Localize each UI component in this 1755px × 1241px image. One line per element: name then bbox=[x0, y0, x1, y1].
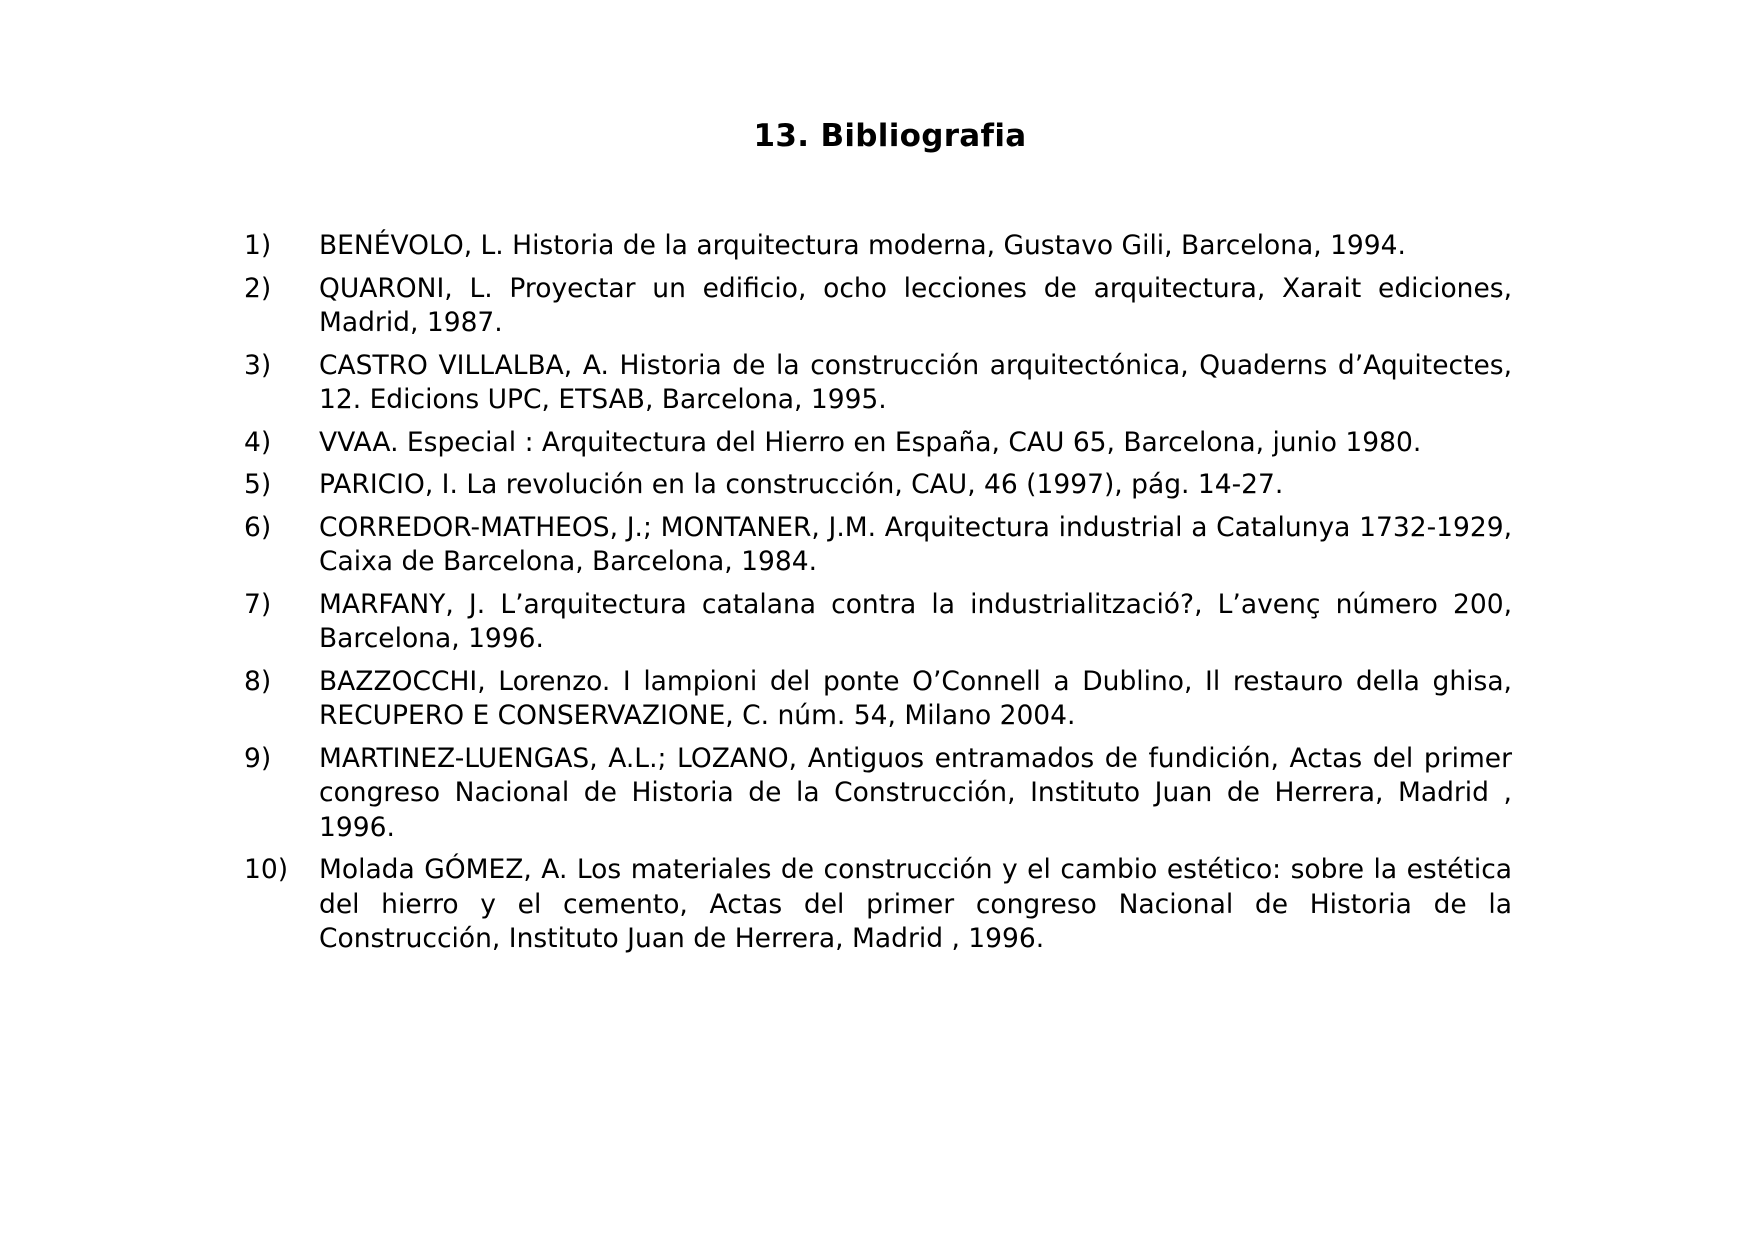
bibliography-entry bbox=[244, 588, 1512, 657]
entry-number: 3) bbox=[244, 349, 272, 381]
bibliography-entry bbox=[244, 349, 1512, 418]
bibliography-entry bbox=[244, 742, 1512, 846]
entry-text: Molada GÓMEZ, A. Los materiales de construcción y el cambio estético: sobre la estética del hierro y el cemento, Actas del primer congreso Nacional de Historia de la Construcción, Instituto Juan de Herrera, Madrid , 1996. bbox=[319, 854, 1512, 954]
entry-number: 8) bbox=[244, 665, 272, 697]
entry-number: 4) bbox=[244, 426, 272, 458]
bibliography-entry bbox=[244, 229, 1512, 264]
bibliography-entry bbox=[244, 272, 1512, 341]
bibliography-entry bbox=[244, 511, 1512, 580]
entry-number: 1) bbox=[244, 230, 272, 261]
entry-text: QUARONI, L. Proyectar un edificio, ocho lecciones de arquitectura, Xarait ediciones, Madrid, 1987. bbox=[319, 272, 1512, 338]
bibliography-entry bbox=[244, 426, 1512, 461]
entry-text: MARTINEZ-LUENGAS, A.L.; LOZANO, Antiguos entramados de fundición, Actas del primer congreso Nacional de Historia de la Construcción, Instituto Juan de Herrera, Madrid , 1996. bbox=[319, 742, 1512, 843]
section-title: 13. Bibliografia bbox=[753, 118, 1027, 154]
entry-text: CASTRO VILLALBA, A. Historia de la construcción arquitectónica, Quaderns d’Aquitectes, 12. Edicions UPC, ETSAB, Barcelona, 1995. bbox=[319, 349, 1512, 415]
bibliography-list bbox=[244, 229, 1512, 965]
entry-number: 5) bbox=[244, 469, 272, 500]
entry-text: MARFANY, J. L’arquitectura catalana contra la industrialització?, L’avenç número 200, Barcelona, 1996. bbox=[319, 588, 1512, 654]
entry-number: 10) bbox=[244, 854, 289, 885]
bibliography-entry bbox=[244, 468, 1512, 503]
entry-number: 6) bbox=[244, 511, 272, 543]
entry-text: BENÉVOLO, L. Historia de la arquitectura moderna, Gustavo Gili, Barcelona, 1994. bbox=[319, 230, 1406, 261]
entry-text: BAZZOCCHI, Lorenzo. I lampioni del ponte O’Connell a Dublino, Il restauro della ghisa, RECUPERO E CONSERVAZIONE, C. núm. 54, Milano 2004. bbox=[319, 665, 1512, 731]
entry-number: 9) bbox=[244, 742, 272, 774]
entry-number: 7) bbox=[244, 588, 272, 620]
bibliography-entry bbox=[244, 665, 1512, 734]
bibliography-entry bbox=[244, 853, 1512, 957]
entry-text: VVAA. Especial : Arquitectura del Hierro en España, CAU 65, Barcelona, junio 1980. bbox=[319, 426, 1422, 458]
entry-text: CORREDOR-MATHEOS, J.; MONTANER, J.M. Arquitectura industrial a Catalunya 1732-1929, Caixa de Barcelona, Barcelona, 1984. bbox=[319, 511, 1512, 577]
entry-number: 2) bbox=[244, 272, 272, 304]
entry-text: PARICIO, I. La revolución en la construcción, CAU, 46 (1997), pág. 14-27. bbox=[319, 469, 1284, 500]
